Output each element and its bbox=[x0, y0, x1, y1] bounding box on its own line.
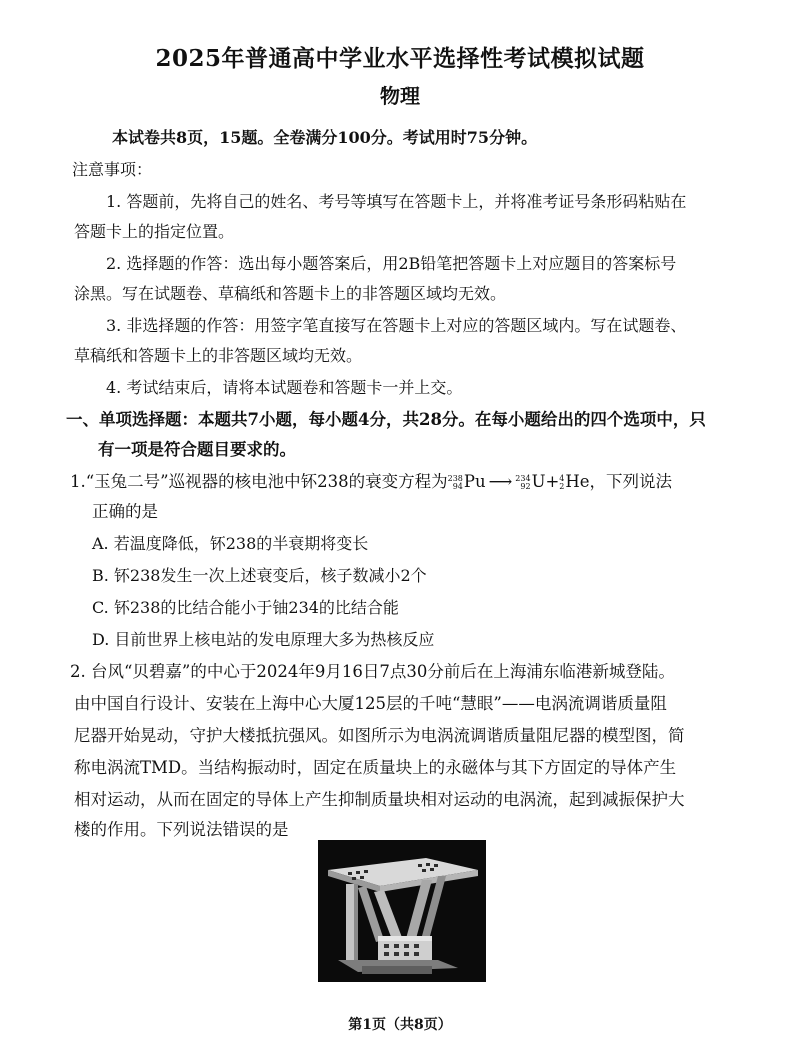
q1-option-c: C. 钚238的比结合能小于铀234的比结合能 bbox=[92, 598, 399, 617]
u-charge-number: 92 bbox=[520, 481, 531, 491]
q1-stem-line-2: 正确的是 bbox=[92, 502, 158, 521]
pu-symbol: Pu bbox=[463, 472, 486, 491]
notice-heading: 注意事项： bbox=[72, 160, 153, 179]
notice-item-1-line-1: 1. 答题前，先将自己的姓名、考号等填写在答题卡上，并将准考证号条形码粘贴在 bbox=[106, 192, 687, 211]
u-mass-number: 234 bbox=[515, 473, 531, 483]
q1-option-d: D. 目前世界上核电站的发电原理大多为热核反应 bbox=[92, 630, 435, 649]
q1-stem-before: 1.“玉兔二号”巡视器的核电池中钚238的衰变方程为 bbox=[70, 472, 448, 491]
q1-option-a: A. 若温度降低，钚238的半衰期将变长 bbox=[92, 534, 369, 553]
notice-item-2-line-2: 涂黑。写在试题卷、草稿纸和答题卡上的非答题区域均无效。 bbox=[74, 284, 507, 303]
notice-item-4: 4. 考试结束后，请将本试题卷和答题卡一并上交。 bbox=[106, 378, 463, 397]
q2-stem-line-4: 称电涡流TMD。当结构振动时，固定在质量块上的永磁体与其下方固定的导体产生 bbox=[74, 758, 677, 777]
notice-item-1-line-2: 答题卡上的指定位置。 bbox=[74, 222, 235, 241]
q2-stem-line-1: 2. 台风“贝碧嘉”的中心于2024年9月16日7点30分前后在上海浦东临港新城登陆。 bbox=[70, 662, 675, 681]
decay-arrow: ⟶ bbox=[488, 472, 513, 491]
pu-charge-number: 94 bbox=[452, 481, 463, 491]
q2-stem-line-2: 由中国自行设计、安装在上海中心大厦125层的千吨“慧眼”——电涡流调谐质量阻 bbox=[74, 694, 667, 713]
he-mass-number: 4 bbox=[559, 473, 565, 483]
decay-equation bbox=[448, 472, 590, 492]
he-symbol: He bbox=[565, 472, 590, 491]
notice-item-3-line-1: 3. 非选择题的作答：用签字笔直接写在答题卡上对应的答题区域内。写在试题卷、 bbox=[106, 316, 687, 335]
tmd-model-figure bbox=[318, 840, 486, 982]
pu-mass-number: 238 bbox=[447, 473, 463, 483]
q1-stem-after: ，下列说法 bbox=[589, 472, 673, 491]
page-footer: 第1页（共8页） bbox=[348, 1017, 452, 1033]
q2-stem-line-3: 尼器开始晃动，守护大楼抵抗强风。如图所示为电涡流调谐质量阻尼器的模型图，简 bbox=[74, 726, 685, 745]
exam-title: 2025年普通高中学业水平选择性考试模拟试题 bbox=[155, 45, 645, 72]
exam-intro: 本试卷共8页，15题。全卷满分100分。考试用时75分钟。 bbox=[112, 128, 538, 147]
u-symbol: U bbox=[531, 472, 546, 491]
tmd-model-illustration bbox=[318, 840, 486, 982]
exam-subject: 物理 bbox=[380, 84, 420, 108]
notice-item-2-line-1: 2. 选择题的作答：选出每小题答案后，用2B铅笔把答题卡上对应题目的答案标号 bbox=[106, 254, 677, 273]
q2-stem-line-6: 楼的作用。下列说法错误的是 bbox=[74, 820, 289, 839]
he-charge-number: 2 bbox=[559, 481, 565, 491]
notice-item-3-line-2: 草稿纸和答题卡上的非答题区域均无效。 bbox=[74, 346, 363, 365]
section-1-heading-line-1: 一、单项选择题：本题共7小题，每小题4分，共28分。在每小题给出的四个选项中，只 bbox=[66, 410, 706, 429]
section-1-heading-line-2: 有一项是符合题目要求的。 bbox=[98, 440, 296, 459]
q2-stem-line-5: 相对运动，从而在固定的导体上产生抑制质量块相对运动的电涡流，起到减振保护大 bbox=[74, 790, 685, 809]
q1-stem-line-1 bbox=[70, 472, 672, 492]
q1-option-b: B. 钚238发生一次上述衰变后，核子数减小2个 bbox=[92, 566, 427, 585]
plus-sign: + bbox=[545, 472, 560, 491]
